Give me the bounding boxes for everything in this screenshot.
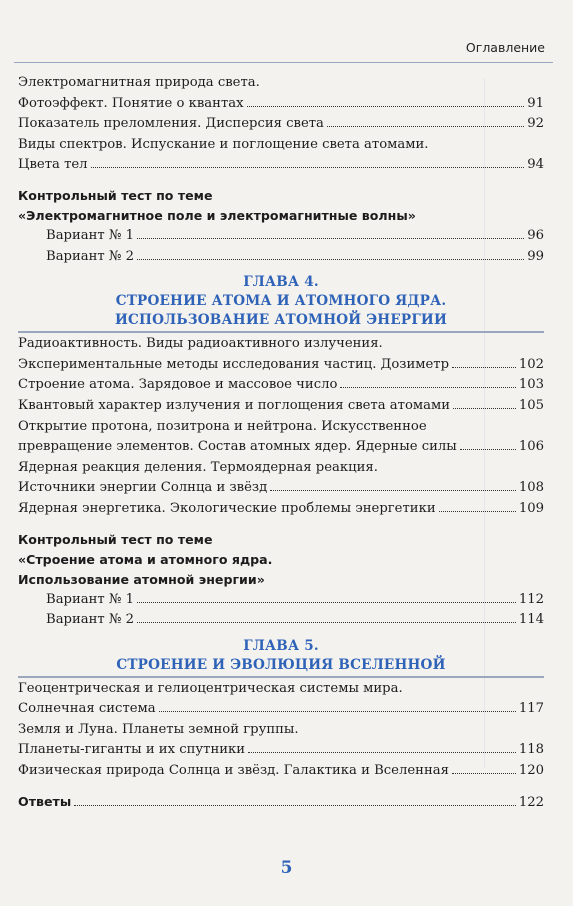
chapter-rule <box>18 331 544 333</box>
toc-entry-page: 103 <box>518 377 544 393</box>
toc-entry[interactable] <box>18 94 544 115</box>
toc-entry-page: 96 <box>527 227 544 243</box>
toc-entry-title: Физическая природа Солнца и звёзд. Галактика и Вселенная <box>18 763 449 779</box>
toc-entry-title: Солнечная система <box>18 701 156 717</box>
toc-entry[interactable] <box>18 396 544 417</box>
toc-entry[interactable] <box>18 247 544 268</box>
leader-dots <box>137 259 524 260</box>
toc-entry-title: Ответы <box>18 793 72 809</box>
toc-entry[interactable] <box>18 375 544 396</box>
spacer <box>18 520 544 530</box>
toc-entry-title: Строение атома. Зарядовое и массовое число <box>18 377 338 393</box>
toc-entry-title: Экспериментальные методы исследования частиц. Дозиметр <box>18 356 450 372</box>
toc-entry-title: Цвета тел <box>18 157 88 173</box>
leader-dots <box>327 126 524 127</box>
toc-entry-page: 117 <box>518 701 544 717</box>
toc-entry[interactable] <box>18 740 544 761</box>
toc-entry[interactable] <box>18 135 544 156</box>
toc-entry[interactable] <box>18 590 544 611</box>
toc-entry[interactable] <box>18 610 544 631</box>
toc-entry[interactable] <box>18 458 544 479</box>
test-heading: Контрольный тест по теме <box>18 531 213 547</box>
toc-entry[interactable] <box>18 761 544 782</box>
toc-entry[interactable] <box>18 417 544 438</box>
spacer <box>18 176 544 186</box>
toc-entry[interactable] <box>18 355 544 376</box>
toc-entry[interactable] <box>18 792 544 813</box>
leader-dots <box>340 387 515 388</box>
toc-entry-page: 112 <box>518 591 544 607</box>
toc-entry-title: Ядерная энергетика. Экологические проблемы энергетики <box>18 500 436 516</box>
leader-dots <box>74 805 516 806</box>
toc-entry-title: Земля и Луна. Планеты земной группы. <box>18 721 299 737</box>
toc-entry-page: 108 <box>518 480 544 496</box>
toc-entry-title: Вариант № 2 <box>46 248 134 264</box>
leader-dots <box>137 238 524 239</box>
test-heading: Использование атомной энергии» <box>18 571 265 587</box>
leader-dots <box>137 622 516 623</box>
test-heading: Контрольный тест по теме <box>18 187 213 203</box>
spacer <box>18 782 544 792</box>
toc-entry-title: Вариант № 1 <box>46 591 134 607</box>
toc-entry-page: 109 <box>518 500 544 516</box>
chapter-heading: ГЛАВА 4. <box>243 274 319 291</box>
toc-entry[interactable] <box>18 478 544 499</box>
toc-entry-title: Электромагнитная природа света. <box>18 75 260 90</box>
table-of-contents <box>18 73 544 812</box>
chapter-heading: СТРОЕНИЕ И ЭВОЛЮЦИЯ ВСЕЛЕННОЙ <box>116 656 446 673</box>
page-number: 5 <box>280 858 293 878</box>
toc-entry-title: превращение элементов. Состав атомных ядер. Ядерные силы <box>18 439 457 455</box>
leader-dots <box>452 773 516 774</box>
toc-entry-page: 118 <box>518 742 544 758</box>
leader-dots <box>460 449 516 450</box>
toc-entry-title: Ядерная реакция деления. Термоядерная реакция. <box>18 459 378 475</box>
toc-entry-page: 102 <box>518 356 544 372</box>
toc-entry-title: Источники энергии Солнца и звёзд <box>18 480 268 496</box>
toc-entry-page: 94 <box>527 157 544 173</box>
chapter-heading: СТРОЕНИЕ АТОМА И АТОМНОГО ЯДРА. <box>115 293 447 310</box>
toc-entry-title: Фотоэффект. Понятие о квантах <box>18 95 244 111</box>
leader-dots <box>453 408 516 409</box>
toc-entry[interactable] <box>18 73 544 94</box>
toc-entry-title: Планеты-гиганты и их спутники <box>18 742 246 758</box>
leader-dots <box>247 106 525 107</box>
toc-entry-page: 105 <box>518 397 544 413</box>
toc-entry-title: Виды спектров. Испускание и поглощение света атомами. <box>18 136 429 152</box>
toc-entry-title: Квантовый характер излучения и поглощения света атомами <box>18 397 451 413</box>
chapter-heading: ГЛАВА 5. <box>243 637 319 654</box>
toc-entry[interactable] <box>18 155 544 176</box>
toc-entry-title: Показатель преломления. Дисперсия света <box>18 116 324 132</box>
toc-entry[interactable] <box>18 699 544 720</box>
toc-entry[interactable] <box>18 437 544 458</box>
leader-dots <box>452 367 516 368</box>
toc-entry[interactable] <box>18 720 544 741</box>
leader-dots <box>270 490 516 491</box>
toc-entry-page: 91 <box>527 95 544 111</box>
header-rule <box>14 62 553 63</box>
toc-entry-page: 122 <box>518 794 544 810</box>
toc-entry-page: 92 <box>527 116 544 132</box>
toc-entry-page: 106 <box>518 439 544 455</box>
test-heading: «Электромагнитное поле и электромагнитные волны» <box>18 207 416 223</box>
leader-dots <box>137 602 516 603</box>
toc-entry[interactable] <box>18 499 544 520</box>
toc-entry-title: Геоцентрическая и гелиоцентрическая системы мира. <box>18 680 403 696</box>
toc-entry-page: 114 <box>518 612 544 628</box>
toc-entry-title: Вариант № 1 <box>46 227 134 243</box>
toc-entry[interactable] <box>18 114 544 135</box>
leader-dots <box>159 711 516 712</box>
chapter-rule <box>18 676 544 678</box>
toc-entry[interactable] <box>18 334 544 355</box>
toc-entry[interactable] <box>18 679 544 700</box>
toc-entry[interactable] <box>18 226 544 247</box>
toc-entry-page: 99 <box>527 248 544 264</box>
chapter-heading: ИСПОЛЬЗОВАНИЕ АТОМНОЙ ЭНЕРГИИ <box>114 312 448 329</box>
leader-dots <box>91 167 525 168</box>
toc-entry-title: Открытие протона, позитрона и нейтрона. Искусственное <box>18 418 427 434</box>
test-heading: «Строение атома и атомного ядра. <box>18 551 273 567</box>
leader-dots <box>248 752 516 753</box>
page-header-title: Оглавление <box>465 40 545 55</box>
toc-entry-title: Радиоактивность. Виды радиоактивного излучения. <box>18 336 383 352</box>
toc-entry-page: 120 <box>518 763 544 779</box>
toc-entry-title: Вариант № 2 <box>46 612 134 628</box>
leader-dots <box>439 511 516 512</box>
